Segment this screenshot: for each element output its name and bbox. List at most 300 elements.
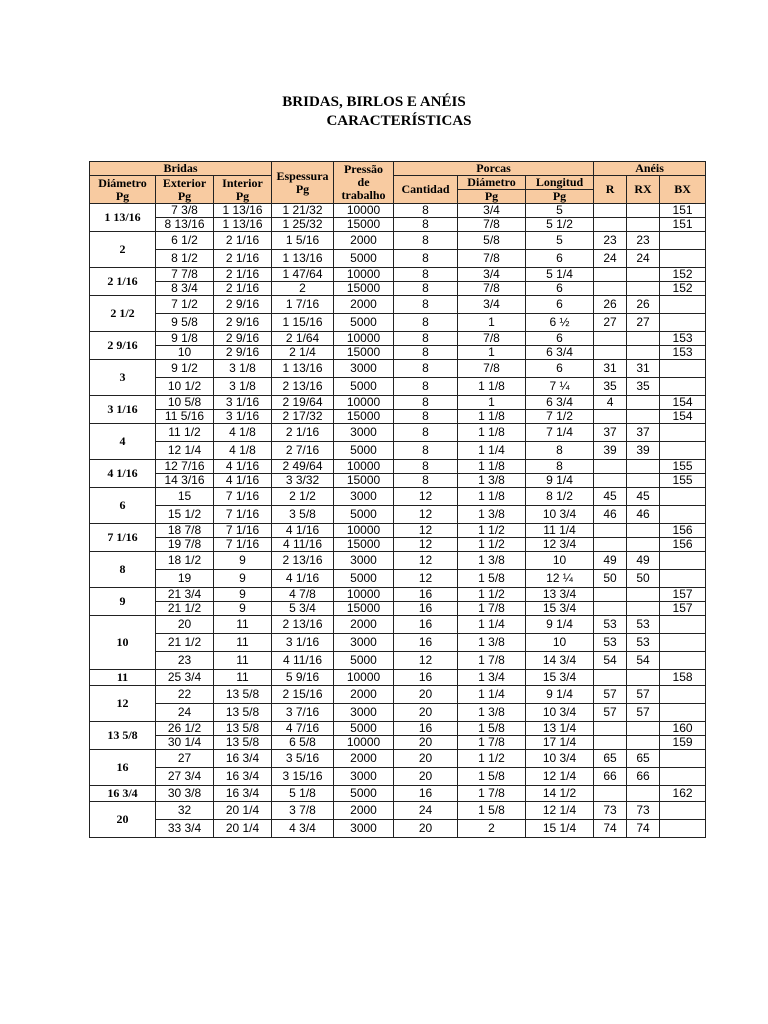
header-r: R: [594, 176, 627, 204]
r-cell: 66: [594, 768, 627, 786]
rx-cell: 57: [627, 704, 660, 722]
exterior-cell: 6 1/2: [156, 232, 214, 250]
bx-cell: [660, 232, 706, 250]
flanges-table: [89, 161, 706, 838]
exterior-cell: 33 3/4: [156, 820, 214, 838]
longitud-cell: 10 3/4: [526, 704, 594, 722]
exterior-cell: 19 7/8: [156, 538, 214, 552]
r-cell: 26: [594, 296, 627, 314]
porca-diametro-cell: 7/8: [458, 250, 526, 268]
cantidad-cell: 20: [394, 750, 458, 768]
exterior-cell: 12 7/16: [156, 460, 214, 474]
interior-cell: 4 1/8: [214, 424, 272, 442]
table-row: [90, 538, 706, 552]
header-rx: RX: [627, 176, 660, 204]
title-line-2: CARACTERÍSTICAS: [326, 113, 472, 129]
longitud-cell: 9 1/4: [526, 616, 594, 634]
rx-cell: 50: [627, 570, 660, 588]
rx-cell: [627, 670, 660, 686]
r-cell: [594, 538, 627, 552]
table-row: [90, 460, 706, 474]
bx-cell: [660, 360, 706, 378]
cantidad-cell: 8: [394, 218, 458, 232]
r-cell: 35: [594, 378, 627, 396]
header-exterior: Exterior Pg: [156, 176, 214, 204]
longitud-cell: 8: [526, 460, 594, 474]
bx-cell: [660, 686, 706, 704]
table-row: [90, 524, 706, 538]
cantidad-cell: 16: [394, 634, 458, 652]
espessura-cell: 2: [272, 282, 334, 296]
header-aneis: Anéis: [594, 162, 706, 176]
exterior-cell: 7 1/2: [156, 296, 214, 314]
r-cell: [594, 460, 627, 474]
table-row: [90, 616, 706, 634]
espessura-cell: 3 5/16: [272, 750, 334, 768]
exterior-cell: 9 5/8: [156, 314, 214, 332]
porca-diametro-cell: 1 7/8: [458, 736, 526, 750]
table-row: [90, 360, 706, 378]
porca-diametro-cell: 1 1/8: [458, 460, 526, 474]
cantidad-cell: 12: [394, 570, 458, 588]
bx-cell: 155: [660, 460, 706, 474]
r-cell: [594, 268, 627, 282]
diametro-pg-cell: 11: [90, 670, 156, 686]
title-line-1: BRIDAS, BIRLOS E ANÉIS: [282, 94, 466, 110]
cantidad-cell: 12: [394, 538, 458, 552]
interior-cell: 2 9/16: [214, 314, 272, 332]
longitud-cell: 6 ½: [526, 314, 594, 332]
cantidad-cell: 20: [394, 820, 458, 838]
table-row: [90, 346, 706, 360]
pressao-cell: 15000: [334, 282, 394, 296]
exterior-cell: 11 5/16: [156, 410, 214, 424]
interior-cell: 2 9/16: [214, 332, 272, 346]
r-cell: [594, 410, 627, 424]
interior-cell: 13 5/8: [214, 722, 272, 736]
r-cell: [594, 204, 627, 218]
cantidad-cell: 8: [394, 360, 458, 378]
exterior-cell: 7 7/8: [156, 268, 214, 282]
pressao-cell: 2000: [334, 802, 394, 820]
exterior-cell: 18 7/8: [156, 524, 214, 538]
porca-diametro-cell: 1 5/8: [458, 768, 526, 786]
pressao-cell: 3000: [334, 768, 394, 786]
cantidad-cell: 8: [394, 378, 458, 396]
exterior-cell: 19: [156, 570, 214, 588]
rx-cell: [627, 410, 660, 424]
interior-cell: 16 3/4: [214, 768, 272, 786]
rx-cell: 31: [627, 360, 660, 378]
exterior-cell: 10 1/2: [156, 378, 214, 396]
espessura-cell: 1 21/32: [272, 204, 334, 218]
cantidad-cell: 12: [394, 488, 458, 506]
longitud-cell: 5 1/2: [526, 218, 594, 232]
pressao-cell: 2000: [334, 750, 394, 768]
r-cell: 45: [594, 488, 627, 506]
rx-cell: [627, 786, 660, 802]
espessura-cell: 2 13/16: [272, 616, 334, 634]
r-cell: [594, 670, 627, 686]
cantidad-cell: 16: [394, 670, 458, 686]
porca-diametro-cell: 1 1/2: [458, 538, 526, 552]
porca-diametro-cell: 1 3/8: [458, 704, 526, 722]
table-row: [90, 652, 706, 670]
pressao-cell: 3000: [334, 488, 394, 506]
cantidad-cell: 12: [394, 652, 458, 670]
r-cell: 57: [594, 704, 627, 722]
cantidad-cell: 8: [394, 474, 458, 488]
rx-cell: 23: [627, 232, 660, 250]
longitud-cell: 12 1/4: [526, 802, 594, 820]
bx-cell: [660, 378, 706, 396]
cantidad-cell: 16: [394, 602, 458, 616]
exterior-cell: 15 1/2: [156, 506, 214, 524]
longitud-cell: 8 1/2: [526, 488, 594, 506]
longitud-cell: 14 1/2: [526, 786, 594, 802]
rx-cell: 49: [627, 552, 660, 570]
interior-cell: 2 1/16: [214, 282, 272, 296]
longitud-cell: 6: [526, 296, 594, 314]
cantidad-cell: 20: [394, 686, 458, 704]
espessura-cell: 4 11/16: [272, 652, 334, 670]
espessura-cell: 2 7/16: [272, 442, 334, 460]
espessura-cell: 1 5/16: [272, 232, 334, 250]
r-cell: 24: [594, 250, 627, 268]
longitud-cell: 12 ¼: [526, 570, 594, 588]
espessura-cell: 1 13/16: [272, 360, 334, 378]
pressao-cell: 5000: [334, 652, 394, 670]
porca-diametro-cell: 1 7/8: [458, 786, 526, 802]
porca-diametro-cell: 3/4: [458, 296, 526, 314]
porca-diametro-cell: 1 1/8: [458, 424, 526, 442]
interior-cell: 4 1/16: [214, 460, 272, 474]
exterior-cell: 21 1/2: [156, 602, 214, 616]
porca-diametro-cell: 1 1/8: [458, 378, 526, 396]
porca-diametro-cell: 2: [458, 820, 526, 838]
porca-diametro-cell: 1 3/8: [458, 474, 526, 488]
table-row: [90, 552, 706, 570]
cantidad-cell: 8: [394, 396, 458, 410]
interior-cell: 4 1/8: [214, 442, 272, 460]
diametro-pg-cell: 3 1/16: [90, 396, 156, 424]
cantidad-cell: 20: [394, 736, 458, 750]
diametro-pg-cell: 1 13/16: [90, 204, 156, 232]
porca-diametro-cell: 1 1/2: [458, 524, 526, 538]
exterior-cell: 26 1/2: [156, 722, 214, 736]
cantidad-cell: 8: [394, 460, 458, 474]
table-row: [90, 378, 706, 396]
espessura-cell: 2 15/16: [272, 686, 334, 704]
rx-cell: 57: [627, 686, 660, 704]
porca-diametro-cell: 1 1/4: [458, 616, 526, 634]
interior-cell: 9: [214, 570, 272, 588]
diametro-pg-cell: 9: [90, 588, 156, 616]
table-row: [90, 396, 706, 410]
exterior-cell: 20: [156, 616, 214, 634]
rx-cell: [627, 722, 660, 736]
rx-cell: 53: [627, 616, 660, 634]
espessura-cell: 1 7/16: [272, 296, 334, 314]
cantidad-cell: 16: [394, 616, 458, 634]
header-interior: Interior Pg: [214, 176, 272, 204]
bx-cell: 160: [660, 722, 706, 736]
pressao-cell: 10000: [334, 588, 394, 602]
bx-cell: [660, 750, 706, 768]
exterior-cell: 21 3/4: [156, 588, 214, 602]
espessura-cell: 3 3/32: [272, 474, 334, 488]
pressao-cell: 2000: [334, 616, 394, 634]
longitud-cell: 12 1/4: [526, 768, 594, 786]
espessura-cell: 3 15/16: [272, 768, 334, 786]
r-cell: 74: [594, 820, 627, 838]
longitud-cell: 15 3/4: [526, 670, 594, 686]
bx-cell: [660, 442, 706, 460]
pressao-cell: 5000: [334, 570, 394, 588]
exterior-cell: 21 1/2: [156, 634, 214, 652]
bx-cell: 154: [660, 396, 706, 410]
bx-cell: [660, 652, 706, 670]
exterior-cell: 23: [156, 652, 214, 670]
r-cell: 50: [594, 570, 627, 588]
diametro-pg-cell: 2: [90, 232, 156, 268]
exterior-cell: 8 13/16: [156, 218, 214, 232]
espessura-cell: 2 1/4: [272, 346, 334, 360]
porca-diametro-cell: 1 5/8: [458, 802, 526, 820]
header-espessura: Espessura Pg: [272, 162, 334, 204]
bx-cell: [660, 250, 706, 268]
rx-cell: 35: [627, 378, 660, 396]
porca-diametro-cell: 1 5/8: [458, 722, 526, 736]
bx-cell: 162: [660, 786, 706, 802]
rx-cell: [627, 332, 660, 346]
pressao-cell: 15000: [334, 602, 394, 616]
longitud-cell: 9 1/4: [526, 686, 594, 704]
table-row: [90, 332, 706, 346]
porca-diametro-cell: 7/8: [458, 282, 526, 296]
porca-diametro-cell: 1 7/8: [458, 602, 526, 616]
rx-cell: [627, 268, 660, 282]
header-diametro-pg: Diámetro Pg: [90, 176, 156, 204]
r-cell: 53: [594, 634, 627, 652]
r-cell: 27: [594, 314, 627, 332]
cantidad-cell: 8: [394, 314, 458, 332]
espessura-cell: 2 1/64: [272, 332, 334, 346]
r-cell: 65: [594, 750, 627, 768]
cantidad-cell: 8: [394, 424, 458, 442]
r-cell: [594, 346, 627, 360]
pressao-cell: 10000: [334, 736, 394, 750]
bx-cell: [660, 820, 706, 838]
pressao-cell: 5000: [334, 250, 394, 268]
diametro-pg-cell: 16: [90, 750, 156, 786]
rx-cell: [627, 602, 660, 616]
diametro-pg-cell: 3: [90, 360, 156, 396]
r-cell: [594, 524, 627, 538]
pressao-cell: 10000: [334, 460, 394, 474]
porca-diametro-cell: 1: [458, 396, 526, 410]
exterior-cell: 14 3/16: [156, 474, 214, 488]
rx-cell: 54: [627, 652, 660, 670]
bx-cell: 155: [660, 474, 706, 488]
table-row: [90, 410, 706, 424]
espessura-cell: 2 49/64: [272, 460, 334, 474]
pressao-cell: 2000: [334, 296, 394, 314]
longitud-cell: 6: [526, 332, 594, 346]
exterior-cell: 8 1/2: [156, 250, 214, 268]
header-porcas: Porcas: [394, 162, 594, 176]
rx-cell: [627, 736, 660, 750]
rx-cell: 53: [627, 634, 660, 652]
bx-cell: 152: [660, 268, 706, 282]
longitud-cell: 13 1/4: [526, 722, 594, 736]
longitud-cell: 5 1/4: [526, 268, 594, 282]
table-row: [90, 232, 706, 250]
rx-cell: 66: [627, 768, 660, 786]
interior-cell: 11: [214, 652, 272, 670]
pressao-cell: 5000: [334, 722, 394, 736]
rx-cell: 46: [627, 506, 660, 524]
diametro-pg-cell: 2 1/16: [90, 268, 156, 296]
table-row: [90, 296, 706, 314]
table-body: [90, 204, 706, 838]
header-diametro-unit: Pg: [458, 190, 526, 204]
r-cell: [594, 736, 627, 750]
longitud-cell: 17 1/4: [526, 736, 594, 750]
pressao-cell: 3000: [334, 704, 394, 722]
bx-cell: 153: [660, 346, 706, 360]
rx-cell: [627, 538, 660, 552]
r-cell: [594, 218, 627, 232]
pressao-cell: 10000: [334, 332, 394, 346]
exterior-cell: 27: [156, 750, 214, 768]
porca-diametro-cell: 1 1/8: [458, 410, 526, 424]
header-longitud-unit: Pg: [526, 190, 594, 204]
r-cell: [594, 786, 627, 802]
exterior-cell: 24: [156, 704, 214, 722]
longitud-cell: 12 3/4: [526, 538, 594, 552]
table-row: [90, 750, 706, 768]
header-longitud: Longitud: [526, 176, 594, 190]
espessura-cell: 3 7/16: [272, 704, 334, 722]
cantidad-cell: 8: [394, 250, 458, 268]
cantidad-cell: 24: [394, 802, 458, 820]
rx-cell: 27: [627, 314, 660, 332]
interior-cell: 3 1/16: [214, 410, 272, 424]
diametro-pg-cell: 16 3/4: [90, 786, 156, 802]
exterior-cell: 9 1/8: [156, 332, 214, 346]
r-cell: 23: [594, 232, 627, 250]
interior-cell: 16 3/4: [214, 786, 272, 802]
exterior-cell: 12 1/4: [156, 442, 214, 460]
espessura-cell: 2 1/16: [272, 424, 334, 442]
porca-diametro-cell: 3/4: [458, 204, 526, 218]
table-row: [90, 602, 706, 616]
r-cell: 37: [594, 424, 627, 442]
cantidad-cell: 16: [394, 722, 458, 736]
header-pressao: Pressão de trabalho: [334, 162, 394, 204]
header-porcas-diametro: Diámetro: [458, 176, 526, 190]
rx-cell: [627, 282, 660, 296]
longitud-cell: 8: [526, 442, 594, 460]
r-cell: [594, 588, 627, 602]
diametro-pg-cell: 2 1/2: [90, 296, 156, 332]
r-cell: 46: [594, 506, 627, 524]
rx-cell: [627, 204, 660, 218]
bx-cell: 151: [660, 204, 706, 218]
table-row: [90, 570, 706, 588]
exterior-cell: 18 1/2: [156, 552, 214, 570]
interior-cell: 3 1/8: [214, 378, 272, 396]
rx-cell: [627, 218, 660, 232]
pressao-cell: 15000: [334, 410, 394, 424]
table-row: [90, 722, 706, 736]
pressao-cell: 10000: [334, 204, 394, 218]
interior-cell: 3 1/16: [214, 396, 272, 410]
espessura-cell: 4 7/8: [272, 588, 334, 602]
table-row: [90, 282, 706, 296]
document-title: [0, 93, 768, 131]
bx-cell: [660, 704, 706, 722]
diametro-pg-cell: 4: [90, 424, 156, 460]
diametro-pg-cell: 7 1/16: [90, 524, 156, 552]
cantidad-cell: 8: [394, 410, 458, 424]
espessura-cell: 4 1/16: [272, 524, 334, 538]
espessura-cell: 2 17/32: [272, 410, 334, 424]
porca-diametro-cell: 1 1/4: [458, 442, 526, 460]
cantidad-cell: 8: [394, 332, 458, 346]
table-row: [90, 474, 706, 488]
pressao-cell: 5000: [334, 786, 394, 802]
r-cell: [594, 722, 627, 736]
interior-cell: 2 1/16: [214, 232, 272, 250]
bx-cell: 156: [660, 538, 706, 552]
cantidad-cell: 8: [394, 442, 458, 460]
bx-cell: [660, 768, 706, 786]
diametro-pg-cell: 13 5/8: [90, 722, 156, 750]
pressao-cell: 2000: [334, 232, 394, 250]
cantidad-cell: 20: [394, 768, 458, 786]
table-row: [90, 768, 706, 786]
table-row: [90, 686, 706, 704]
espessura-cell: 5 1/8: [272, 786, 334, 802]
table-row: [90, 736, 706, 750]
bx-cell: 153: [660, 332, 706, 346]
bx-cell: [660, 424, 706, 442]
longitud-cell: 5: [526, 232, 594, 250]
porca-diametro-cell: 1: [458, 314, 526, 332]
rx-cell: [627, 474, 660, 488]
pressao-cell: 5000: [334, 442, 394, 460]
espessura-cell: 1 47/64: [272, 268, 334, 282]
longitud-cell: 10 3/4: [526, 506, 594, 524]
bx-cell: 154: [660, 410, 706, 424]
exterior-cell: 30 1/4: [156, 736, 214, 750]
exterior-cell: 8 3/4: [156, 282, 214, 296]
rx-cell: 65: [627, 750, 660, 768]
table-row: [90, 204, 706, 218]
diametro-pg-cell: 4 1/16: [90, 460, 156, 488]
bx-cell: 157: [660, 588, 706, 602]
bx-cell: [660, 488, 706, 506]
espessura-cell: 6 5/8: [272, 736, 334, 750]
header-cantidad: Cantidad: [394, 176, 458, 204]
pressao-cell: 15000: [334, 474, 394, 488]
espessura-cell: 4 1/16: [272, 570, 334, 588]
longitud-cell: 10 3/4: [526, 750, 594, 768]
porca-diametro-cell: 1 3/4: [458, 670, 526, 686]
interior-cell: 13 5/8: [214, 704, 272, 722]
